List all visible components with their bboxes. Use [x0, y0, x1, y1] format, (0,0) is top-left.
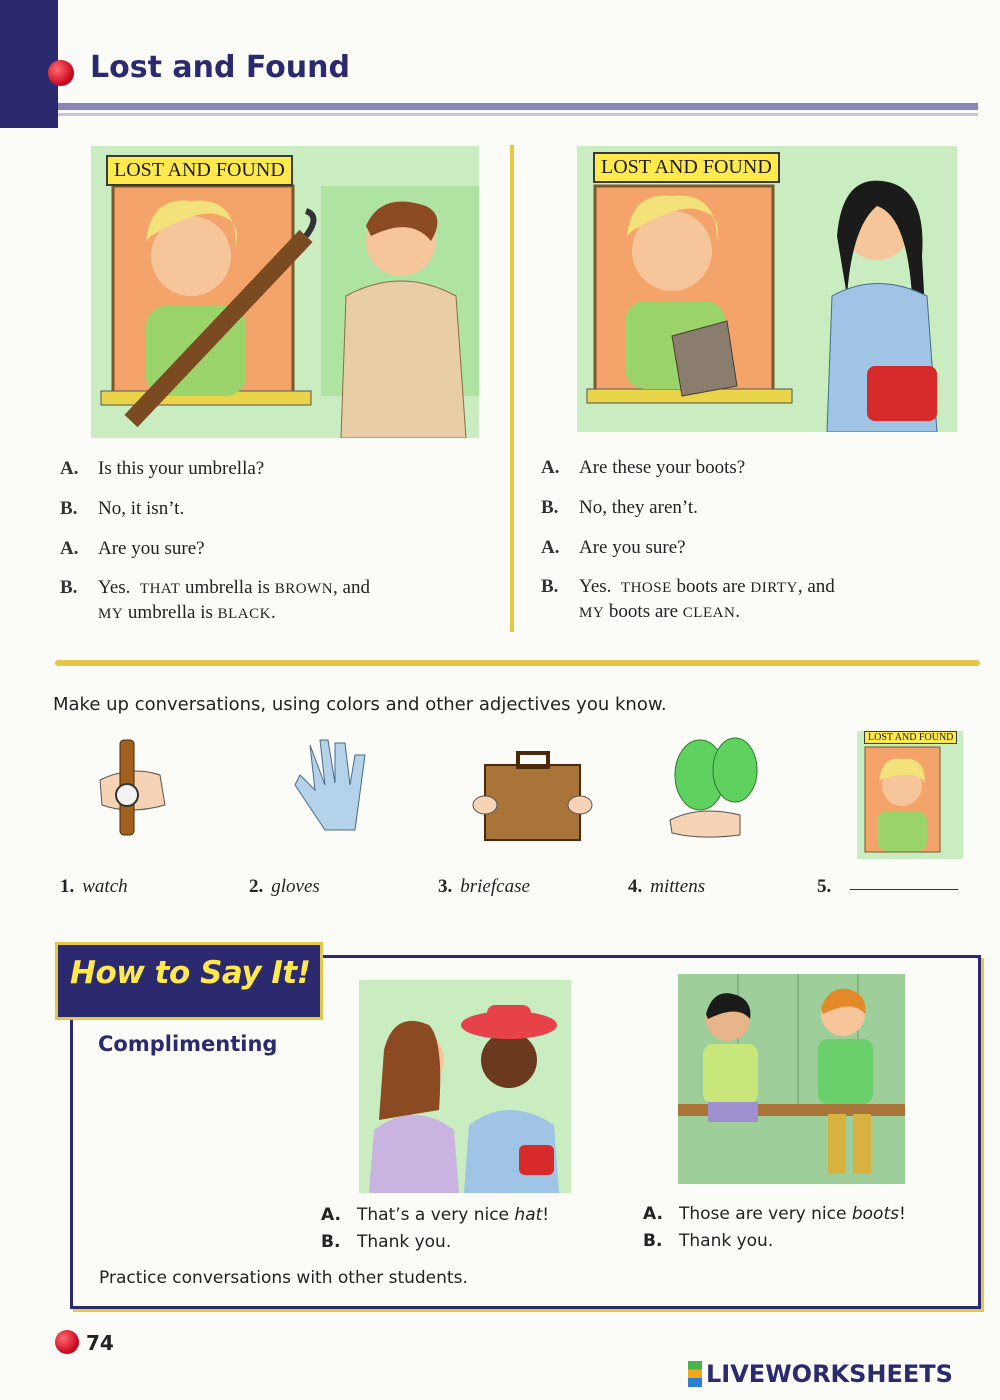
item-number: 5. — [817, 876, 832, 897]
speaker: B. — [60, 497, 78, 519]
boots-compliment-illustration — [678, 974, 905, 1184]
dialog-line — [643, 1204, 963, 1224]
speaker: A. — [60, 537, 79, 559]
gloves-icon — [280, 735, 410, 845]
emphasis: BLACK — [217, 606, 271, 623]
header-bar — [0, 0, 58, 128]
item-number: 2. — [249, 876, 264, 897]
line-text: Is this your umbrella? — [98, 458, 265, 479]
title-rule — [58, 103, 978, 110]
speaker: A. — [541, 457, 560, 478]
dialog-line — [321, 1232, 621, 1252]
emphasis: MY — [579, 605, 605, 622]
instruction-text: Make up conversations, using colors and other adjectives you know. — [53, 694, 667, 715]
speaker: A. — [541, 536, 560, 558]
speaker: A. — [643, 1204, 663, 1224]
word: Those are very nice — [679, 1204, 852, 1224]
how-to-say-it-title: How to Say It! — [70, 955, 311, 991]
answer-blank[interactable] — [850, 889, 958, 890]
line-text — [679, 1204, 906, 1224]
umbrella-scene-illustration — [91, 146, 479, 438]
speaker: B. — [541, 496, 559, 518]
horizontal-divider — [55, 660, 980, 666]
hat-dialog — [321, 1205, 621, 1260]
dialog-umbrella — [60, 458, 500, 625]
item-word: mittens — [650, 876, 706, 897]
item-word: gloves — [271, 876, 320, 897]
brand-logo[interactable] — [688, 1360, 953, 1388]
page-title: Lost and Found — [90, 50, 350, 85]
word: . — [735, 601, 741, 623]
briefcase-icon — [470, 735, 600, 845]
dialog-line — [321, 1205, 621, 1225]
dialog-line — [60, 538, 500, 561]
section-subtitle: Complimenting — [98, 1032, 278, 1056]
page-number: 74 — [86, 1331, 114, 1355]
emphasis: CLEAN — [682, 605, 736, 622]
word: Yes. — [98, 577, 131, 599]
speaker: B. — [643, 1231, 663, 1252]
dialog-continuation — [60, 602, 500, 625]
vertical-divider — [510, 145, 514, 632]
dialog-boots — [541, 457, 981, 624]
dialog-line — [541, 497, 981, 520]
emphasis: MY — [98, 606, 124, 623]
line-text: Thank you. — [357, 1232, 452, 1253]
line-text — [357, 1205, 549, 1225]
lost-and-found-sign: LOST AND FOUND — [106, 155, 293, 186]
line-text — [579, 576, 835, 599]
emphasis: THAT — [139, 581, 181, 598]
dialog-line — [541, 457, 981, 480]
item-caption — [249, 876, 320, 898]
speaker: B. — [541, 576, 559, 598]
dialog-line — [643, 1231, 963, 1251]
emphasis: BROWN — [274, 581, 334, 598]
item-number: 3. — [438, 876, 453, 897]
lost-and-found-sign: LOST AND FOUND — [593, 152, 780, 183]
line-text: No, it isn’t. — [98, 497, 185, 519]
speaker: A. — [321, 1205, 341, 1225]
dialog-line — [60, 577, 500, 600]
item-caption — [817, 876, 839, 898]
word: ! — [542, 1205, 550, 1225]
item-number: 1. — [60, 876, 75, 897]
mittens-icon — [660, 735, 790, 845]
item-word: briefcase — [460, 876, 530, 897]
small-lost-and-found-sign: LOST AND FOUND — [864, 731, 957, 744]
emphasis: DIRTY — [750, 580, 798, 597]
line-text: Are you sure? — [98, 537, 205, 559]
item-caption — [628, 876, 705, 898]
boots-dialog — [643, 1204, 963, 1259]
word: . — [270, 602, 276, 624]
boots-scene-illustration — [577, 146, 957, 432]
word: umbrella is — [127, 602, 213, 624]
how-to-say-it-label — [55, 942, 323, 1020]
hat-compliment-illustration — [359, 980, 571, 1193]
lost-and-found-icon — [857, 731, 963, 859]
watch-icon — [90, 735, 220, 845]
item-caption — [438, 876, 530, 898]
compliment-item: boots — [851, 1204, 899, 1224]
compliment-item: hat — [514, 1205, 543, 1225]
bullet-icon — [48, 60, 74, 86]
line-text: Are these your boots? — [579, 457, 746, 478]
line-text: Are you sure? — [579, 536, 686, 558]
line-text — [98, 577, 370, 600]
word: That’s a very nice — [357, 1205, 515, 1225]
word: , and — [797, 576, 835, 598]
speaker: A. — [60, 458, 79, 479]
dialog-continuation — [541, 601, 981, 624]
emphasis: THOSE — [620, 580, 672, 597]
dialog-line — [60, 458, 500, 481]
item-number: 4. — [628, 876, 643, 897]
word: boots are — [676, 576, 746, 598]
page-bullet-icon — [55, 1330, 79, 1354]
word: Yes. — [579, 576, 612, 598]
title-rule-thin — [58, 113, 978, 116]
liveworksheets-icon — [688, 1361, 702, 1387]
word: ! — [898, 1204, 906, 1224]
item-caption — [60, 876, 128, 898]
speaker: B. — [321, 1232, 341, 1253]
word: boots are — [608, 601, 679, 623]
line-text: No, they aren’t. — [579, 496, 698, 518]
word: umbrella is — [184, 577, 270, 599]
practice-instruction: Practice conversations with other students. — [99, 1268, 468, 1288]
dialog-line — [541, 537, 981, 560]
line-text: Thank you. — [679, 1231, 774, 1252]
dialog-line — [541, 576, 981, 599]
word: , and — [333, 577, 370, 599]
item-word: watch — [82, 876, 128, 897]
brand-text: LIVEWORKSHEETS — [706, 1360, 953, 1388]
speaker: B. — [60, 577, 78, 599]
dialog-line — [60, 498, 500, 521]
